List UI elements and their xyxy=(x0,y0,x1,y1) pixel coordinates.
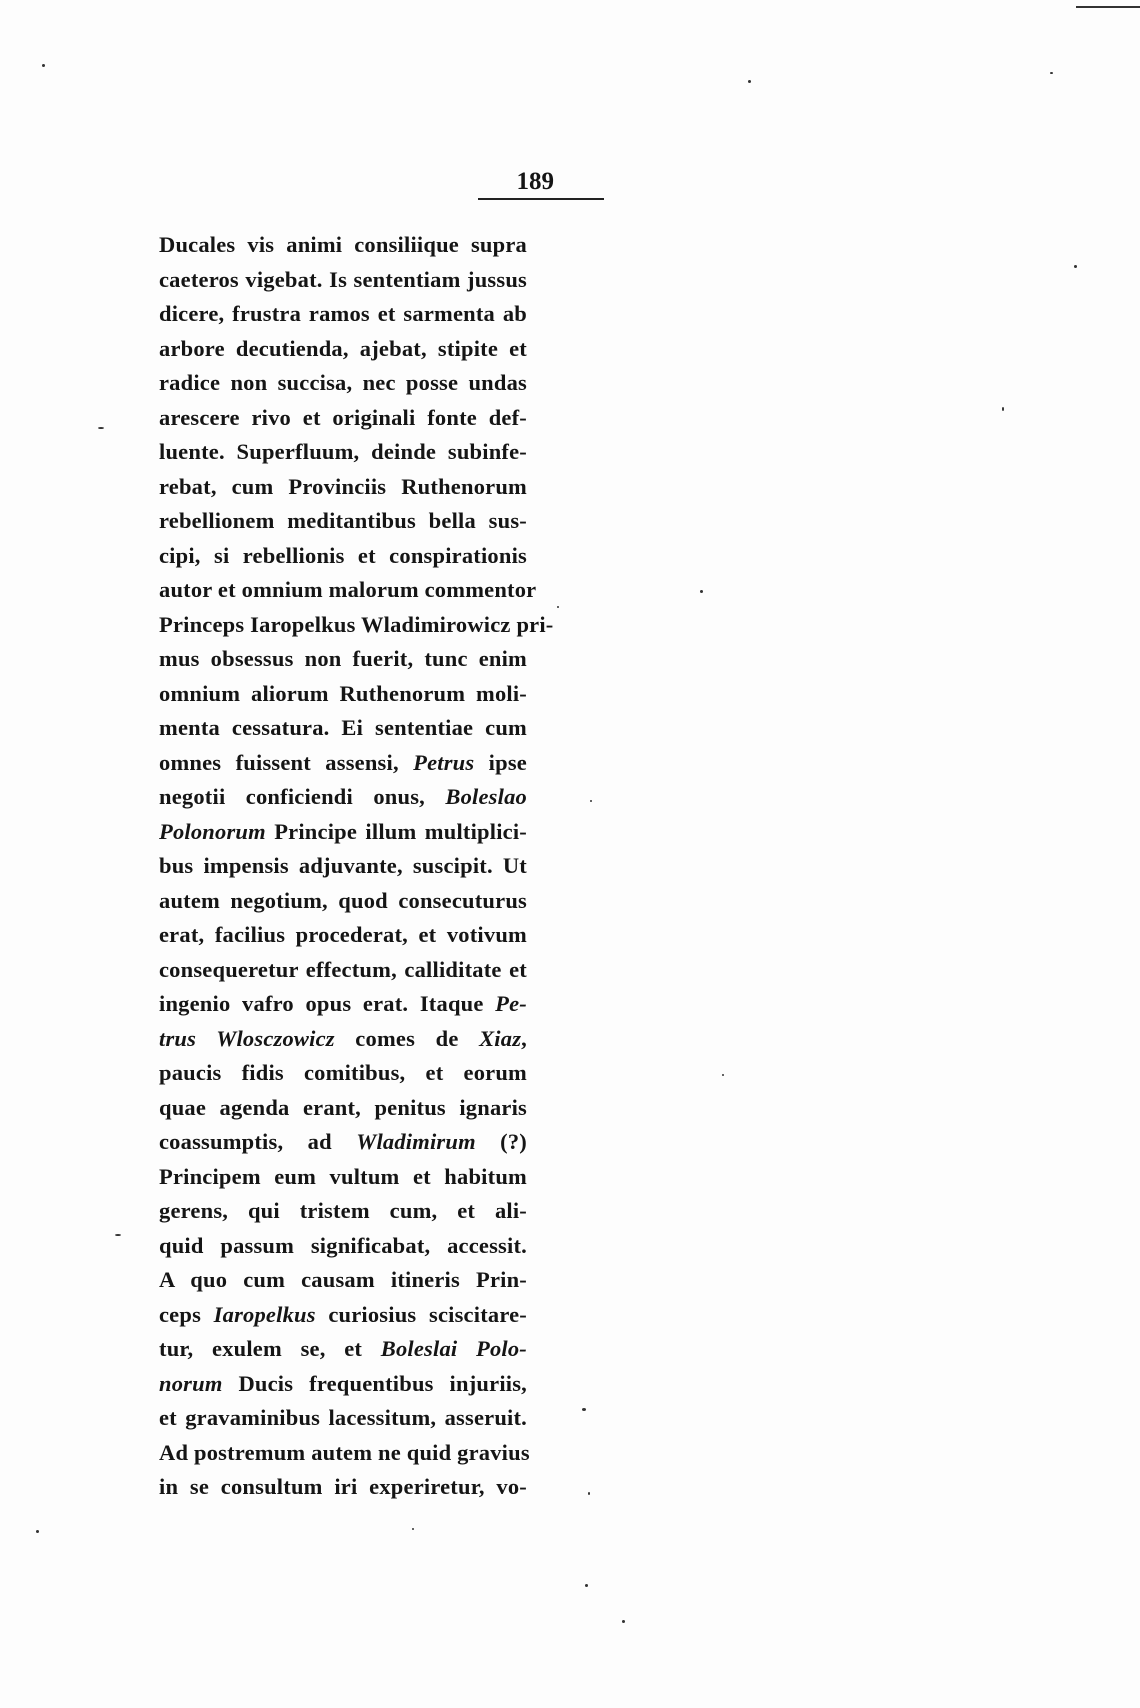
scan-speck xyxy=(557,606,559,608)
scan-speck xyxy=(115,1234,121,1236)
text-line xyxy=(159,263,527,298)
text-run: mus obsessus non fuerit, tunc enim xyxy=(159,646,527,671)
text-run: Ducales vis animi consiliique supra xyxy=(159,232,527,257)
text-run: quae agenda erant, penitus ignaris xyxy=(159,1094,527,1120)
italic-name: Polonorum xyxy=(159,818,266,844)
text-run: menta cessatura. Ei sententiae cum xyxy=(159,715,527,740)
text-run: (?) xyxy=(475,1129,527,1154)
text-line xyxy=(159,746,527,781)
text-line xyxy=(159,884,527,919)
text-run: autor et omnium malorum commentor xyxy=(159,577,537,602)
text-run: ipse xyxy=(474,749,527,775)
text-run: Ad postremum autem ne quid gravius xyxy=(159,1439,530,1465)
text-run: paucis fidis comitibus, et eorum xyxy=(159,1060,527,1085)
text-run: coassumptis, ad xyxy=(159,1129,357,1154)
body-text xyxy=(159,228,554,1505)
scan-speck xyxy=(1074,265,1077,268)
text-line xyxy=(159,849,527,884)
text-run: dicere, frustra ramos et sarmenta ab xyxy=(159,301,527,326)
text-line xyxy=(159,470,527,505)
italic-name: trus Wlosczowicz xyxy=(159,1025,335,1051)
text-line xyxy=(159,1298,527,1333)
text-line xyxy=(159,1263,527,1298)
text-line xyxy=(159,1229,527,1264)
scan-speck xyxy=(622,1620,625,1623)
text-line xyxy=(159,1160,527,1195)
italic-name: Wladimirum xyxy=(356,1129,476,1154)
text-line xyxy=(159,1125,527,1160)
text-run: autem negotium, quod consecuturus xyxy=(159,887,527,913)
page-number: 189 xyxy=(516,168,554,195)
scan-speck xyxy=(582,1408,586,1411)
text-run: Princeps Iaropelkus Wladimirowicz pri- xyxy=(159,611,554,637)
italic-name: Boleslai Polo- xyxy=(380,1336,527,1361)
scan-speck xyxy=(36,1530,39,1533)
text-line xyxy=(159,918,527,953)
scan-speck xyxy=(700,590,703,593)
text-run: A quo cum causam itineris Prin- xyxy=(159,1267,527,1292)
text-run: arescere rivo et originali fonte def- xyxy=(159,404,527,430)
text-run: ceps xyxy=(159,1301,214,1327)
text-line xyxy=(159,1056,527,1091)
text-line xyxy=(159,1091,527,1126)
italic-name: Iaropelkus xyxy=(213,1301,316,1327)
text-run: cipi, si rebellionis et conspirationis xyxy=(159,542,527,568)
scan-speck xyxy=(1002,407,1004,411)
text-line xyxy=(159,1194,527,1229)
text-line xyxy=(159,677,527,712)
text-line xyxy=(159,1022,527,1057)
text-line xyxy=(159,573,537,608)
scan-speck xyxy=(412,1528,414,1530)
text-line xyxy=(159,366,527,401)
text-line xyxy=(159,1470,527,1505)
scan-speck xyxy=(42,64,45,67)
text-run: negotii conficiendi onus, xyxy=(159,784,446,809)
italic-name: Boleslao xyxy=(445,784,527,809)
text-line xyxy=(159,539,527,574)
text-run: rebat, cum Provinciis Ruthenorum xyxy=(159,473,527,499)
scan-speck xyxy=(98,427,104,429)
italic-name: norum xyxy=(159,1370,223,1396)
text-run: et gravaminibus lacessitum, asseruit. xyxy=(159,1405,527,1430)
text-run: ingenio vafro opus erat. Itaque xyxy=(159,991,496,1016)
text-run: Ducis frequentibus injuriis, xyxy=(222,1370,527,1396)
edge-rule xyxy=(1076,6,1140,8)
text-run: Principe illum multiplici- xyxy=(265,818,527,844)
text-run: bus impensis adjuvante, suscipit. Ut xyxy=(159,853,527,878)
text-line xyxy=(159,297,527,332)
text-run: caeteros vigebat. Is sententiam jussus xyxy=(159,266,527,292)
text-run: erat, facilius procederat, et votivum xyxy=(159,922,527,947)
text-run: in se consultum iri experiretur, vo- xyxy=(159,1474,527,1499)
italic-name: Xiaz xyxy=(479,1025,522,1051)
scan-speck xyxy=(585,1584,588,1587)
text-line xyxy=(159,1332,527,1367)
text-run: omnes fuissent assensi, xyxy=(159,749,414,775)
text-line xyxy=(159,504,527,539)
text-run: consequeretur effectum, calliditate et xyxy=(159,956,527,982)
scan-speck xyxy=(1050,72,1053,74)
text-run: arbore decutienda, ajebat, stipite et xyxy=(159,335,527,361)
text-line xyxy=(159,1367,527,1402)
text-line xyxy=(159,1401,527,1436)
text-line xyxy=(159,435,527,470)
text-line xyxy=(159,1436,530,1471)
scan-speck xyxy=(590,800,592,802)
scan-speck xyxy=(588,1492,590,1495)
text-line xyxy=(159,401,527,436)
text-run: radice non succisa, nec posse undas xyxy=(159,370,527,395)
text-line xyxy=(159,332,527,367)
text-run: quid passum significabat, accessit. xyxy=(159,1232,527,1258)
italic-name: Pe- xyxy=(495,991,527,1016)
text-line xyxy=(159,953,527,988)
text-line xyxy=(159,987,527,1022)
text-line xyxy=(159,642,527,677)
text-run: curiosius sciscitare- xyxy=(315,1301,527,1327)
text-run: rebellionem meditantibus bella sus- xyxy=(159,508,527,533)
text-line xyxy=(159,228,527,263)
text-run: omnium aliorum Ruthenorum moli- xyxy=(159,680,527,706)
text-run: , xyxy=(521,1025,527,1051)
text-line xyxy=(159,608,554,643)
text-run: gerens, qui tristem cum, et ali- xyxy=(159,1198,527,1223)
text-run: Principem eum vultum et habitum xyxy=(159,1163,527,1189)
text-run: luente. Superfluum, deinde subinfe- xyxy=(159,439,527,464)
text-run: comes de xyxy=(334,1025,480,1051)
scan-speck xyxy=(722,1074,724,1076)
italic-name: Petrus xyxy=(413,749,475,775)
text-run: tur, exulem se, et xyxy=(159,1336,381,1361)
text-line xyxy=(159,711,527,746)
text-line xyxy=(159,815,527,850)
header-rule xyxy=(478,198,604,200)
scan-speck xyxy=(748,80,751,83)
text-line xyxy=(159,780,527,815)
